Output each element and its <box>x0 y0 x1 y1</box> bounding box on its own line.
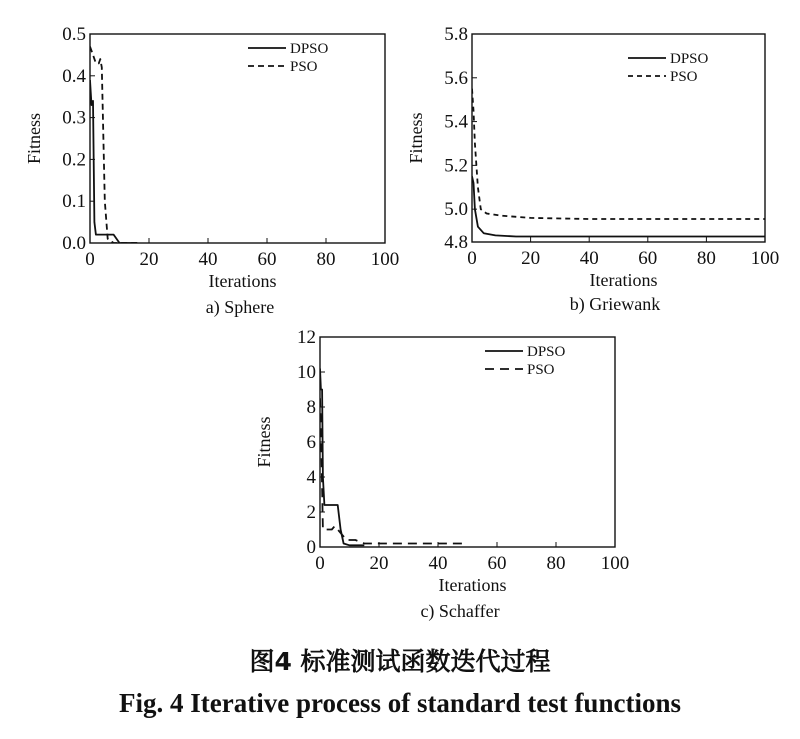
y-tick-label: 0.1 <box>62 191 86 213</box>
x-axis-label: Iterations <box>589 270 658 290</box>
series-line-pso <box>90 47 137 244</box>
panel-subtitle: b) Griewank <box>569 294 661 314</box>
x-tick-label: 100 <box>370 249 400 270</box>
y-tick-label: 2 <box>306 502 316 523</box>
x-tick-label: 40 <box>579 248 599 269</box>
series-line-pso <box>472 89 765 219</box>
series-line-pso <box>320 398 468 543</box>
series-line-dpso <box>90 80 137 243</box>
series-line-dpso <box>472 176 765 236</box>
legend-label-dpso: DPSO <box>527 344 566 360</box>
figure-caption-chinese: 图4 标准测试函数迭代过程 <box>249 647 551 676</box>
y-tick-label: 5.0 <box>444 199 468 221</box>
x-tick-label: 100 <box>600 553 630 574</box>
y-tick-label: 0.2 <box>62 149 86 171</box>
panel-schaffer <box>254 327 629 622</box>
x-tick-label: 0 <box>315 553 325 574</box>
y-tick-label: 8 <box>306 397 316 418</box>
panel-subtitle: a) Sphere <box>205 297 275 317</box>
y-tick-label: 6 <box>306 432 316 453</box>
y-tick-label: 5.6 <box>444 67 468 89</box>
y-tick-label: 0.3 <box>62 107 86 129</box>
legend-label-pso: PSO <box>670 69 698 85</box>
panel-griewank <box>406 24 779 315</box>
plot-frame <box>320 337 615 547</box>
legend-label-dpso: DPSO <box>670 51 709 67</box>
panel-sphere <box>24 24 399 318</box>
x-tick-label: 80 <box>316 249 336 270</box>
x-tick-label: 100 <box>750 248 780 269</box>
plot-frame <box>90 34 385 243</box>
y-tick-label: 0 <box>306 537 316 558</box>
x-tick-label: 80 <box>546 553 566 574</box>
figure-caption-english: Fig. 4 Iterative process of standard test functions <box>119 688 681 718</box>
x-tick-label: 20 <box>139 249 159 270</box>
x-tick-label: 60 <box>487 553 507 574</box>
y-axis-label: Fitness <box>254 416 274 468</box>
legend-label-pso: PSO <box>290 59 318 75</box>
y-tick-label: 0.5 <box>62 24 86 45</box>
x-axis-label: Iterations <box>208 271 277 291</box>
y-tick-label: 0.4 <box>62 65 86 87</box>
legend-label-dpso: DPSO <box>290 41 329 57</box>
x-tick-label: 40 <box>198 249 218 270</box>
x-tick-label: 0 <box>85 249 95 270</box>
panel-subtitle: c) Schaffer <box>420 601 500 621</box>
x-tick-label: 40 <box>428 553 448 574</box>
plot-frame <box>472 34 765 242</box>
y-tick-label: 5.8 <box>444 24 468 45</box>
y-axis-label: Fitness <box>24 112 44 165</box>
x-tick-label: 80 <box>696 248 716 269</box>
legend-label-pso: PSO <box>527 362 555 378</box>
series-line-dpso <box>320 369 364 546</box>
y-tick-label: 4.8 <box>444 232 468 253</box>
x-tick-label: 60 <box>257 249 277 270</box>
y-tick-label: 4 <box>306 467 316 488</box>
y-tick-label: 10 <box>297 362 316 383</box>
y-tick-label: 12 <box>297 327 316 348</box>
x-tick-label: 20 <box>369 553 389 574</box>
x-tick-label: 60 <box>638 248 658 269</box>
y-axis-label: Fitness <box>406 112 426 164</box>
y-tick-label: 0.0 <box>62 233 86 254</box>
x-tick-label: 0 <box>467 248 477 269</box>
y-tick-label: 5.2 <box>444 155 468 177</box>
x-tick-label: 20 <box>521 248 541 269</box>
x-axis-label: Iterations <box>438 575 507 595</box>
y-tick-label: 5.4 <box>444 111 468 133</box>
